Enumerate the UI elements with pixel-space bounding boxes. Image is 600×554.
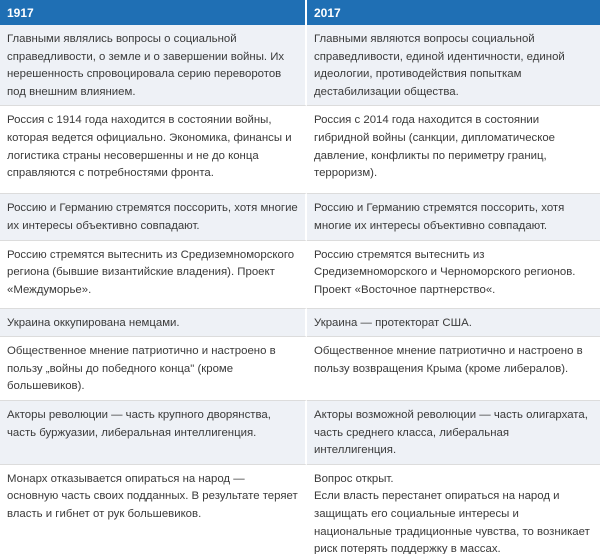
cell-2017: Украина — протекторат США. [307, 309, 600, 338]
cell-1917: Общественное мнение патриотично и настроено в пользу „войны до победного конца" (кроме большевиков). [0, 337, 307, 401]
cell-2017: Россию стремятся вытеснить из Средиземноморского и Черноморского регионов. Проект «Восточное партнерство«. [307, 241, 600, 309]
cell-2017: Россия с 2014 года находится в состоянии гибридной войны (санкции, дипломатическое давление, конфликты по периметру границ, терроризм). [307, 106, 600, 194]
cell-1917: Россия с 1914 года находится в состоянии войны, которая ведется официально. Экономика, финансы и логистика страны несовершенны и не до конца справляются с потребностями фронта. [0, 106, 307, 194]
table-row [0, 25, 600, 106]
cell-2017: Главными являются вопросы социальной справедливости, единой идентичности, единой идеологии, противодействия попыткам дестабилизации общества. [307, 25, 600, 106]
cell-2017 [307, 465, 600, 554]
cell-1917: Украина оккупирована немцами. [0, 309, 307, 338]
cell-1917: Акторы революции — часть крупного дворянства, часть буржуазии, либеральная интеллигенция. [0, 401, 307, 465]
cell-1917: Главными являлись вопросы о социальной справедливости, о земле и о завершении войны. Их нерешенность спровоцировала серию переворотов под внешним влиянием. [0, 25, 307, 106]
table-row [0, 309, 600, 338]
table-row [0, 465, 600, 554]
table-header [0, 0, 600, 25]
cell-2017-line: Если власть перестанет опираться на народ и защищать его социальные интересы и национальные традиционные чувства, то возникает риск потерять поддержку в массах. [314, 490, 590, 554]
header-year-1917: 1917 [0, 0, 307, 25]
header-year-2017: 2017 [307, 0, 600, 25]
table-row [0, 241, 600, 309]
table-row [0, 106, 600, 194]
cell-1917: Россию и Германию стремятся поссорить, хотя многие их интересы объективно совпадают. [0, 194, 307, 240]
header-row [0, 0, 600, 25]
cell-1917: Монарх отказывается опираться на народ — основную часть своих подданных. В результате теряет власть и гибнет от рук большевиков. [0, 465, 307, 554]
cell-2017: Россию и Германию стремятся поссорить, хотя многие их интересы объективно совпадают. [307, 194, 600, 240]
table-row [0, 194, 600, 240]
cell-1917: Россию стремятся вытеснить из Средиземноморского региона (бывшие византийские владения). Проект «Междуморье». [0, 241, 307, 309]
table-row [0, 337, 600, 401]
cell-2017: Общественное мнение патриотично и настроено в пользу возвращения Крыма (кроме либералов). [307, 337, 600, 401]
cell-2017-line: Вопрос открыт. [314, 472, 394, 485]
table-row [0, 401, 600, 465]
table-body [0, 25, 600, 554]
cell-2017: Акторы возможной революции — часть олигархата, часть среднего класса, либеральная интеллигенция. [307, 401, 600, 465]
